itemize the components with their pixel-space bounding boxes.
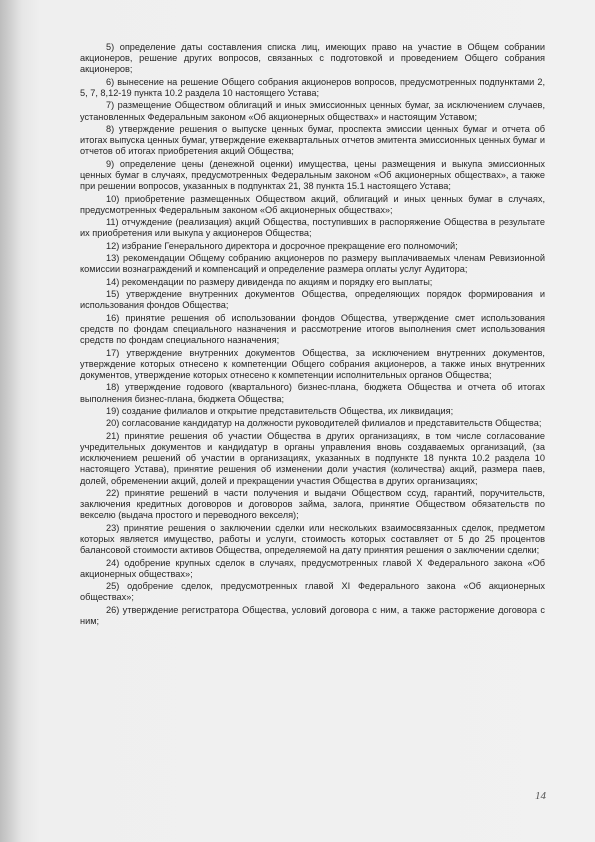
list-item-9: 9) определение цены (денежной оценки) имущества, цены размещения и выкупа эмиссионных ценных бумаг в случаях, предусмотренных Федеральным законом «Об акционерных обществах», а также при решении вопросов, указанных в подпунктах 21, 38 пункта 15.1 настоящего Устава;: [80, 158, 545, 192]
list-item-14: 14) рекомендации по размеру дивиденда по акциям и порядку его выплаты;: [106, 276, 433, 287]
page-number: 14: [535, 790, 546, 802]
list-item-8: 8) утверждение решения о выпуске ценных бумаг, проспекта эмиссии ценных бумаг и отчета об итогах выпуска ценных бумаг, утверждение ежеквартальных отчетов эмитента эмиссионных ценных бумаг и отчетов об итогах приобретения акций Общества;: [80, 123, 545, 157]
list-item-16: 16) принятие решения об использовании фондов Общества, утверждение смет использования средств по фондам специального назначения и рассмотрение итогов выполнения смет использования средств по фондам специального назначения;: [80, 312, 545, 346]
list-item-7: 7) размещение Обществом облигаций и иных эмиссионных ценных бумаг, за исключением случаев, установленных Федеральным законом «Об акционерных обществах» и настоящим Уставом;: [80, 100, 545, 122]
list-item-6: 6) вынесение на решение Общего собрания акционеров вопросов, предусмотренных подпунктами 2, 5, 7, 8,12-19 пункта 10.2 раздела 10 настоящего Устава;: [80, 76, 545, 98]
list-item-10: 10) приобретение размещенных Обществом акций, облигаций и иных ценных бумаг в случаях, предусмотренных Федеральным законом «Об акционерных обществах»;: [80, 193, 545, 215]
list-item-22: 22) принятие решений в части получения и выдачи Обществом ссуд, гарантий, поручительств, заключения кредитных договоров и договоров займа, залога, принятие Обществом обязательств по векселю (выдача простого и переводного векселя);: [80, 487, 545, 521]
list-item-26: 26) утверждение регистратора Общества, условий договора с ним, а также расторжение договора с ним;: [80, 604, 545, 626]
list-item-17: 17) утверждение внутренних документов Общества, за исключением внутренних документов, утверждение которых отнесено к компетенции Общего собрания акционеров, а также иных внутренних документов, утверждение которых отнесено к компетенции исполнительных органов Общества;: [80, 347, 545, 380]
list-item-20: 20) согласование кандидатур на должности руководителей филиалов и представительств Общества;: [106, 418, 542, 429]
document-body: [80, 42, 545, 628]
list-item-18: 18) утверждение годового (квартального) бизнес-плана, бюджета Общества и отчета об итогах выполнения бизнес-плана, бюджета Общества;: [80, 382, 545, 404]
list-item-5: 5) определение даты составления списка лиц, имеющих право на участие в Общем собрании акционеров, решение других вопросов, связанных с подготовкой и проведением Общего собрания акционеров;: [80, 42, 545, 75]
list-item-25: 25) одобрение сделок, предусмотренных главой XI Федерального закона «Об акционерных обществах»;: [80, 581, 545, 603]
list-item-24: 24) одобрение крупных сделок в случаях, предусмотренных главой X Федерального закона «Об акционерных обществах»;: [80, 557, 545, 579]
list-item-21: 21) принятие решения об участии Общества в других организациях, в том числе согласование учредительных документов и кандидатур в органы управления вновь создаваемых организаций, (за исключением решений об участии в организациях, указанных в подпункте 18 пункта 10.2 раздела 10 настоящего Устава), принятие решения об изменении доли участия (количества) акций, размера паев, долей, обременении акций, долей и прекращении участия Общества в других организациях;: [80, 430, 545, 486]
list-item-11: 11) отчуждение (реализация) акций Общества, поступивших в распоряжение Общества в результате их приобретения или выкупа у акционеров Общества;: [80, 217, 545, 239]
list-item-13: 13) рекомендации Общему собранию акционеров по размеру выплачиваемых членам Ревизионной комиссии вознаграждений и компенсаций и определение размера оплаты услуг Аудитора;: [80, 253, 545, 275]
list-item-15: 15) утверждение внутренних документов Общества, определяющих порядок формирования и использования фондов Общества;: [80, 289, 545, 311]
list-item-19: 19) создание филиалов и открытие представительств Общества, их ликвидация;: [106, 405, 454, 416]
list-item-12: 12) избрание Генерального директора и досрочное прекращение его полномочий;: [106, 240, 458, 251]
list-item-23: 23) принятие решения о заключении сделки или нескольких взаимосвязанных сделок, предметом которых является имущество, работы и услуги, стоимость которых составляет от 5 до 25 процентов балансовой стоимости активов Общества, определяемой на дату принятия решения о заключении сделки;: [80, 522, 545, 556]
